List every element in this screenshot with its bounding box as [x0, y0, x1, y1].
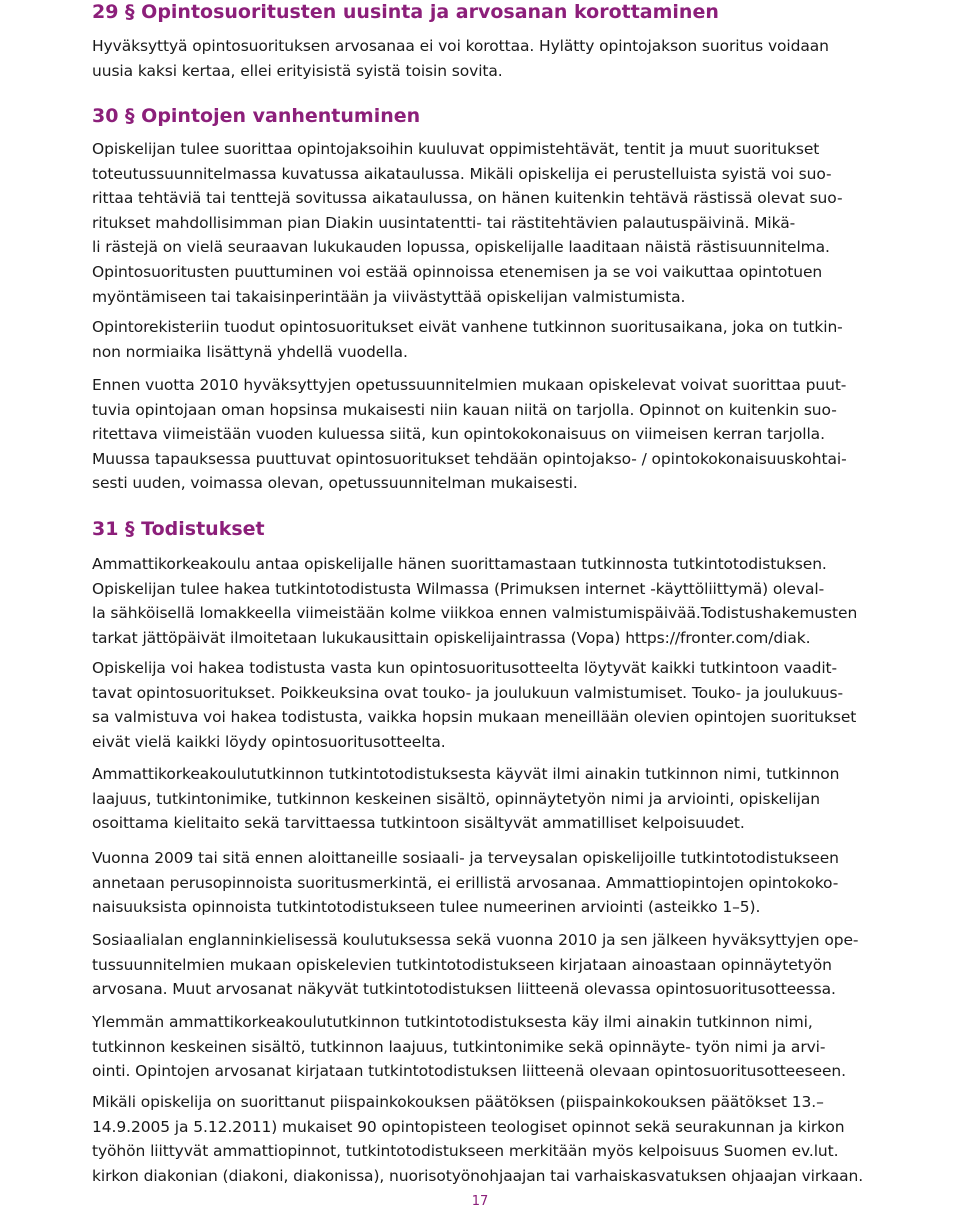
section-31-paragraph-3: [92, 762, 839, 836]
text-line: tussuunnitelmien mukaan opiskelevien tutkintotodistukseen kirjataan ainoastaan opinnäytetyön: [92, 955, 832, 974]
text-line: Opiskelijan tulee hakea tutkintotodistusta Wilmassa (Primuksen internet -käyttöliittymä) oleval-: [92, 579, 825, 598]
text-line: ritukset mahdollisimman pian Diakin uusintatentti- tai rästitehtävien palautuspäivinä. Mikä-: [92, 213, 796, 232]
text-line: Opiskelija voi hakea todistusta vasta kun opintosuoritusotteelta löytyvät kaikki tutkintoon vaadit-: [92, 659, 838, 677]
text-line: Mikäli opiskelija on suorittanut piispainkokouksen päätöksen (piispainkokouksen päätökset 13.–: [92, 1093, 824, 1111]
text-line: arvosana. Muut arvosanat näkyvät tutkintotodistuksen liitteenä olevassa opintosuoritusotteessa.: [92, 980, 836, 999]
text-line: osoittama kielitaito sekä tarvittaessa tutkintoon sisältyvät ammatilliset kelpoisuudet.: [92, 814, 745, 833]
section-31-paragraph-6: [92, 1010, 846, 1084]
section-30-paragraph-1: [92, 137, 842, 309]
text-line: tarkat jättöpäivät ilmoitetaan lukukausittain opiskelijaintrassa (Vopa) https://fronter.com/diak.: [92, 628, 811, 647]
text-line: Ammattikorkeakoulututkinnon tutkintotodistuksesta käyvät ilmi ainakin tutkinnon nimi, tutkinnon: [92, 765, 840, 783]
text-line: Ammattikorkeakoulu antaa opiskelijalle hänen suorittamastaan tutkinnosta tutkintotodistuksen.: [92, 555, 827, 573]
text-line: non normiaika lisättynä yhdellä vuodella.: [92, 342, 408, 361]
text-line: Ylemmän ammattikorkeakoulututkinnon tutkintotodistuksesta käy ilmi ainakin tutkinnon nimi,: [92, 1013, 813, 1031]
text-line: annetaan perusopinnoista suoritusmerkintä, ei erillistä arvosanaa. Ammattiopintojen opintokoko-: [92, 873, 839, 892]
text-line: naisuuksista opinnoista tutkintotodistukseen tulee numeerinen arviointi (asteikko 1–5).: [92, 898, 761, 917]
text-line: ritettava viimeistään vuoden kuluessa siitä, kun opintokokonaisuus on viimeisen kerran tarjolla.: [92, 425, 825, 444]
section-31-paragraph-5: [92, 928, 858, 1002]
section-30-paragraph-2: [92, 315, 843, 364]
section-29-paragraph-1: [92, 34, 829, 83]
text-line: sesti uuden, voimassa olevan, opetussuunnitelman mukaisesti.: [92, 474, 578, 493]
text-line: laajuus, tutkintonimike, tutkinnon keskeinen sisältö, opinnäytetyön nimi ja arviointi, opiskelijan: [92, 789, 820, 808]
text-line: tavat opintosuoritukset. Poikkeuksina ovat touko- ja joulukuun valmistumiset. Touko- ja joulukuus-: [92, 683, 843, 702]
text-line: sa valmistuva voi hakea todistusta, vaikka hopsin mukaan meneillään olevien opintojen suoritukset: [92, 708, 857, 727]
text-line: Opintorekisteriin tuodut opintosuoritukset eivät vanhene tutkinnon suoritusaikana, joka on tutkin-: [92, 318, 843, 336]
section-heading-30: 30 § Opintojen vanhentuminen: [92, 105, 421, 127]
section-heading-29: 29 § Opintosuoritusten uusinta ja arvosanan korottaminen: [92, 1, 719, 23]
text-line: la sähköisellä lomakkeella viimeistään kolme viikkoa ennen valmistumispäivää.Todistushakemusten: [92, 604, 858, 623]
section-31-paragraph-2: [92, 656, 856, 754]
text-line: li rästejä on vielä seuraavan lukukauden lopussa, opiskelijalle laaditaan näistä rästisuunnitelma.: [92, 238, 830, 257]
text-line: toteutussuunnitelmassa kuvatussa aikataulussa. Mikäli opiskelija ei perustelluista syistä voi suo-: [92, 164, 832, 183]
text-line: tuvia opintojaan oman hopsinsa mukaisesti niin kauan niitä on tarjolla. Opinnot on kuitenkin suo-: [92, 400, 837, 419]
text-line: kirkon diakonian (diakoni, diakonissa), nuorisotyönohjaajan tai varhaiskasvatuksen ohjaajan virkaan.: [92, 1166, 864, 1185]
text-line: ointi. Opintojen arvosanat kirjataan tutkintotodistuksen liitteenä olevaan opintosuoritusotteeseen.: [92, 1062, 846, 1081]
text-line: eivät vielä kaikki löydy opintosuoritusotteelta.: [92, 732, 446, 751]
text-line: Hyväksyttyä opintosuorituksen arvosanaa ei voi korottaa. Hylätty opintojakson suoritus voidaan: [92, 37, 829, 55]
text-line: rittaa tehtäviä tai tenttejä sovitussa aikataulussa, on hänen kuitenkin tehtävä rästissä olevat suo-: [92, 189, 843, 208]
text-line: Muussa tapauksessa puuttuvat opintosuoritukset tehdään opintojakso- / opintokokonaisuuskohtai-: [92, 449, 847, 468]
page-number: 17: [471, 1194, 489, 1209]
text-line: 14.9.2005 ja 5.12.2011) mukaiset 90 opintopisteen teologiset opinnot sekä seurakunnan ja kirkon: [92, 1117, 845, 1136]
text-line: uusia kaksi kertaa, ellei erityisistä syistä toisin sovita.: [92, 61, 503, 80]
section-30-paragraph-3: [92, 373, 847, 496]
text-line: Opiskelijan tulee suorittaa opintojaksoihin kuuluvat oppimistehtävät, tentit ja muut suoritukset: [92, 140, 820, 158]
section-31-paragraph-1: [92, 552, 857, 650]
text-line: Opintosuoritusten puuttuminen voi estää opinnoissa etenemisen ja se voi vaikuttaa opintotuen: [92, 262, 823, 281]
text-line: Ennen vuotta 2010 hyväksyttyjen opetussuunnitelmien mukaan opiskelevat voivat suorittaa puut-: [92, 376, 847, 394]
text-line: Sosiaalialan englanninkielisessä koulutuksessa sekä vuonna 2010 ja sen jälkeen hyväksyttyjen ope-: [92, 931, 859, 949]
text-line: Vuonna 2009 tai sitä ennen aloittaneille sosiaali- ja terveysalan opiskelijoille tutkintotodistukseen: [92, 849, 839, 867]
section-31-paragraph-4: [92, 846, 839, 920]
text-line: tutkinnon keskeinen sisältö, tutkinnon laajuus, tutkintonimike sekä opinnäyte- työn nimi ja arvi-: [92, 1037, 826, 1056]
section-31-paragraph-7: [92, 1090, 863, 1188]
section-heading-31: 31 § Todistukset: [92, 518, 265, 540]
text-line: myöntämiseen tai takaisinperintään ja viivästyttää opiskelijan valmistumista.: [92, 287, 686, 306]
text-line: työhön liittyvät ammattiopinnot, tutkintotodistukseen merkitään myös kelpoisuus Suomen ev.lut.: [92, 1142, 839, 1161]
